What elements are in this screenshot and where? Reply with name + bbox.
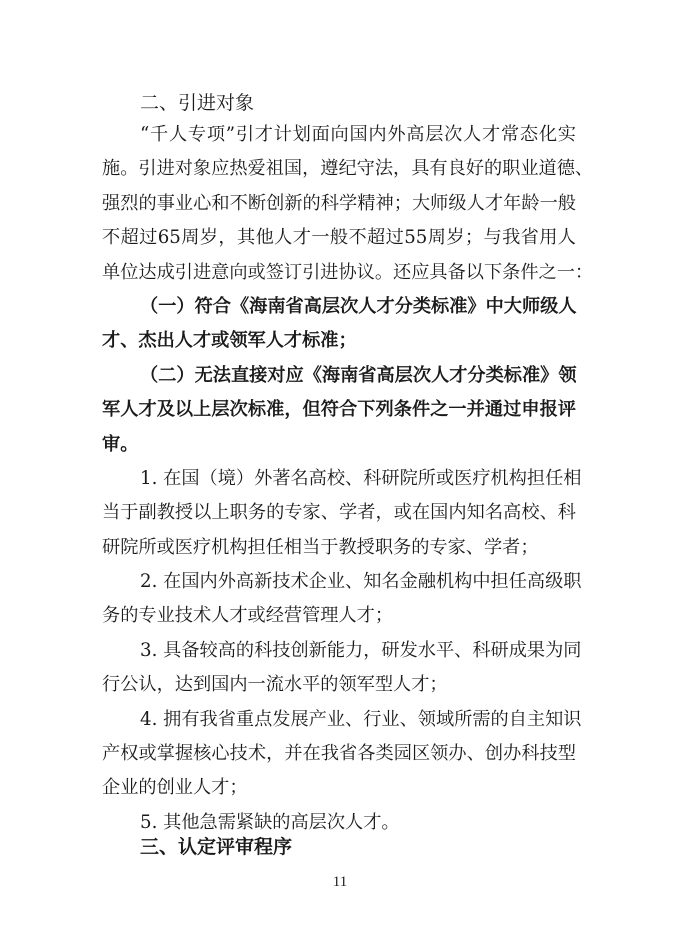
paragraph-line: 研院所或医疗机构担任相当于教授职务的专家、学者； [102,536,539,558]
paragraph [102,462,582,565]
paragraph-line: 企业的创业人才； [102,777,248,799]
paragraph-line: 军人才及以上层次标准，但符合下列条件之一并通过申报评 [102,399,576,421]
document-body [102,118,594,840]
paragraph-line: 单位达成引进意向或签订引进协议。还应具备以下条件之一： [102,261,594,283]
paragraph [102,703,582,806]
paragraph-line: 才、杰出人才或领军人才标准； [102,330,357,352]
page-number: 11 [332,874,348,890]
section-heading-3: 三、认定评审程序 [140,836,293,858]
paragraph-line: 务的专业技术人才或经营管理人才； [102,605,394,627]
paragraph-line: 当于副教授以上职务的专家、学者，或在国内知名高校、科 [102,502,576,524]
paragraph-line: 1. 在国（境）外著名高校、科研院所或医疗机构担任相 [140,467,582,489]
section-heading-2: 二、引进对象 [140,92,255,114]
paragraph-line: 5. 其他急需紧缺的高层次人才。 [140,811,400,833]
paragraph-line: 行公认，达到国内一流水平的领军型人才； [102,674,448,696]
paragraph-line: “千人专项”引才计划面向国内外高层次人才常态化实 [140,124,576,145]
paragraph-line: （二）无法直接对应《海南省高层次人才分类标准》领 [140,364,577,386]
paragraph [102,290,576,359]
paragraph [102,118,594,290]
paragraph-line: （一）符合《海南省高层次人才分类标准》中大师级人 [140,295,577,317]
paragraph-line: 2. 在国内外高新技术企业、知名金融机构中担任高级职 [140,571,582,593]
paragraph-line: 产权或掌握核心技术，并在我省各类园区领办、创办科技型 [102,743,576,765]
paragraph-line: 不超过65周岁，其他人才一般不超过55周岁；与我省用人 [102,227,576,249]
paragraph-line: 强烈的事业心和不断创新的科学精神；大师级人才年龄一般 [102,192,576,214]
paragraph [102,565,582,634]
paragraph-line: 施。引进对象应热爱祖国，遵纪守法，具有良好的职业道德、 [102,158,594,180]
paragraph-line: 4. 拥有我省重点发展产业、行业、领域所需的自主知识 [140,708,582,730]
paragraph [102,359,576,462]
paragraph-line: 3. 具备较高的科技创新能力，研发水平、科研成果为同 [140,639,582,661]
paragraph [102,634,582,703]
paragraph-line: 审。 [102,433,139,455]
